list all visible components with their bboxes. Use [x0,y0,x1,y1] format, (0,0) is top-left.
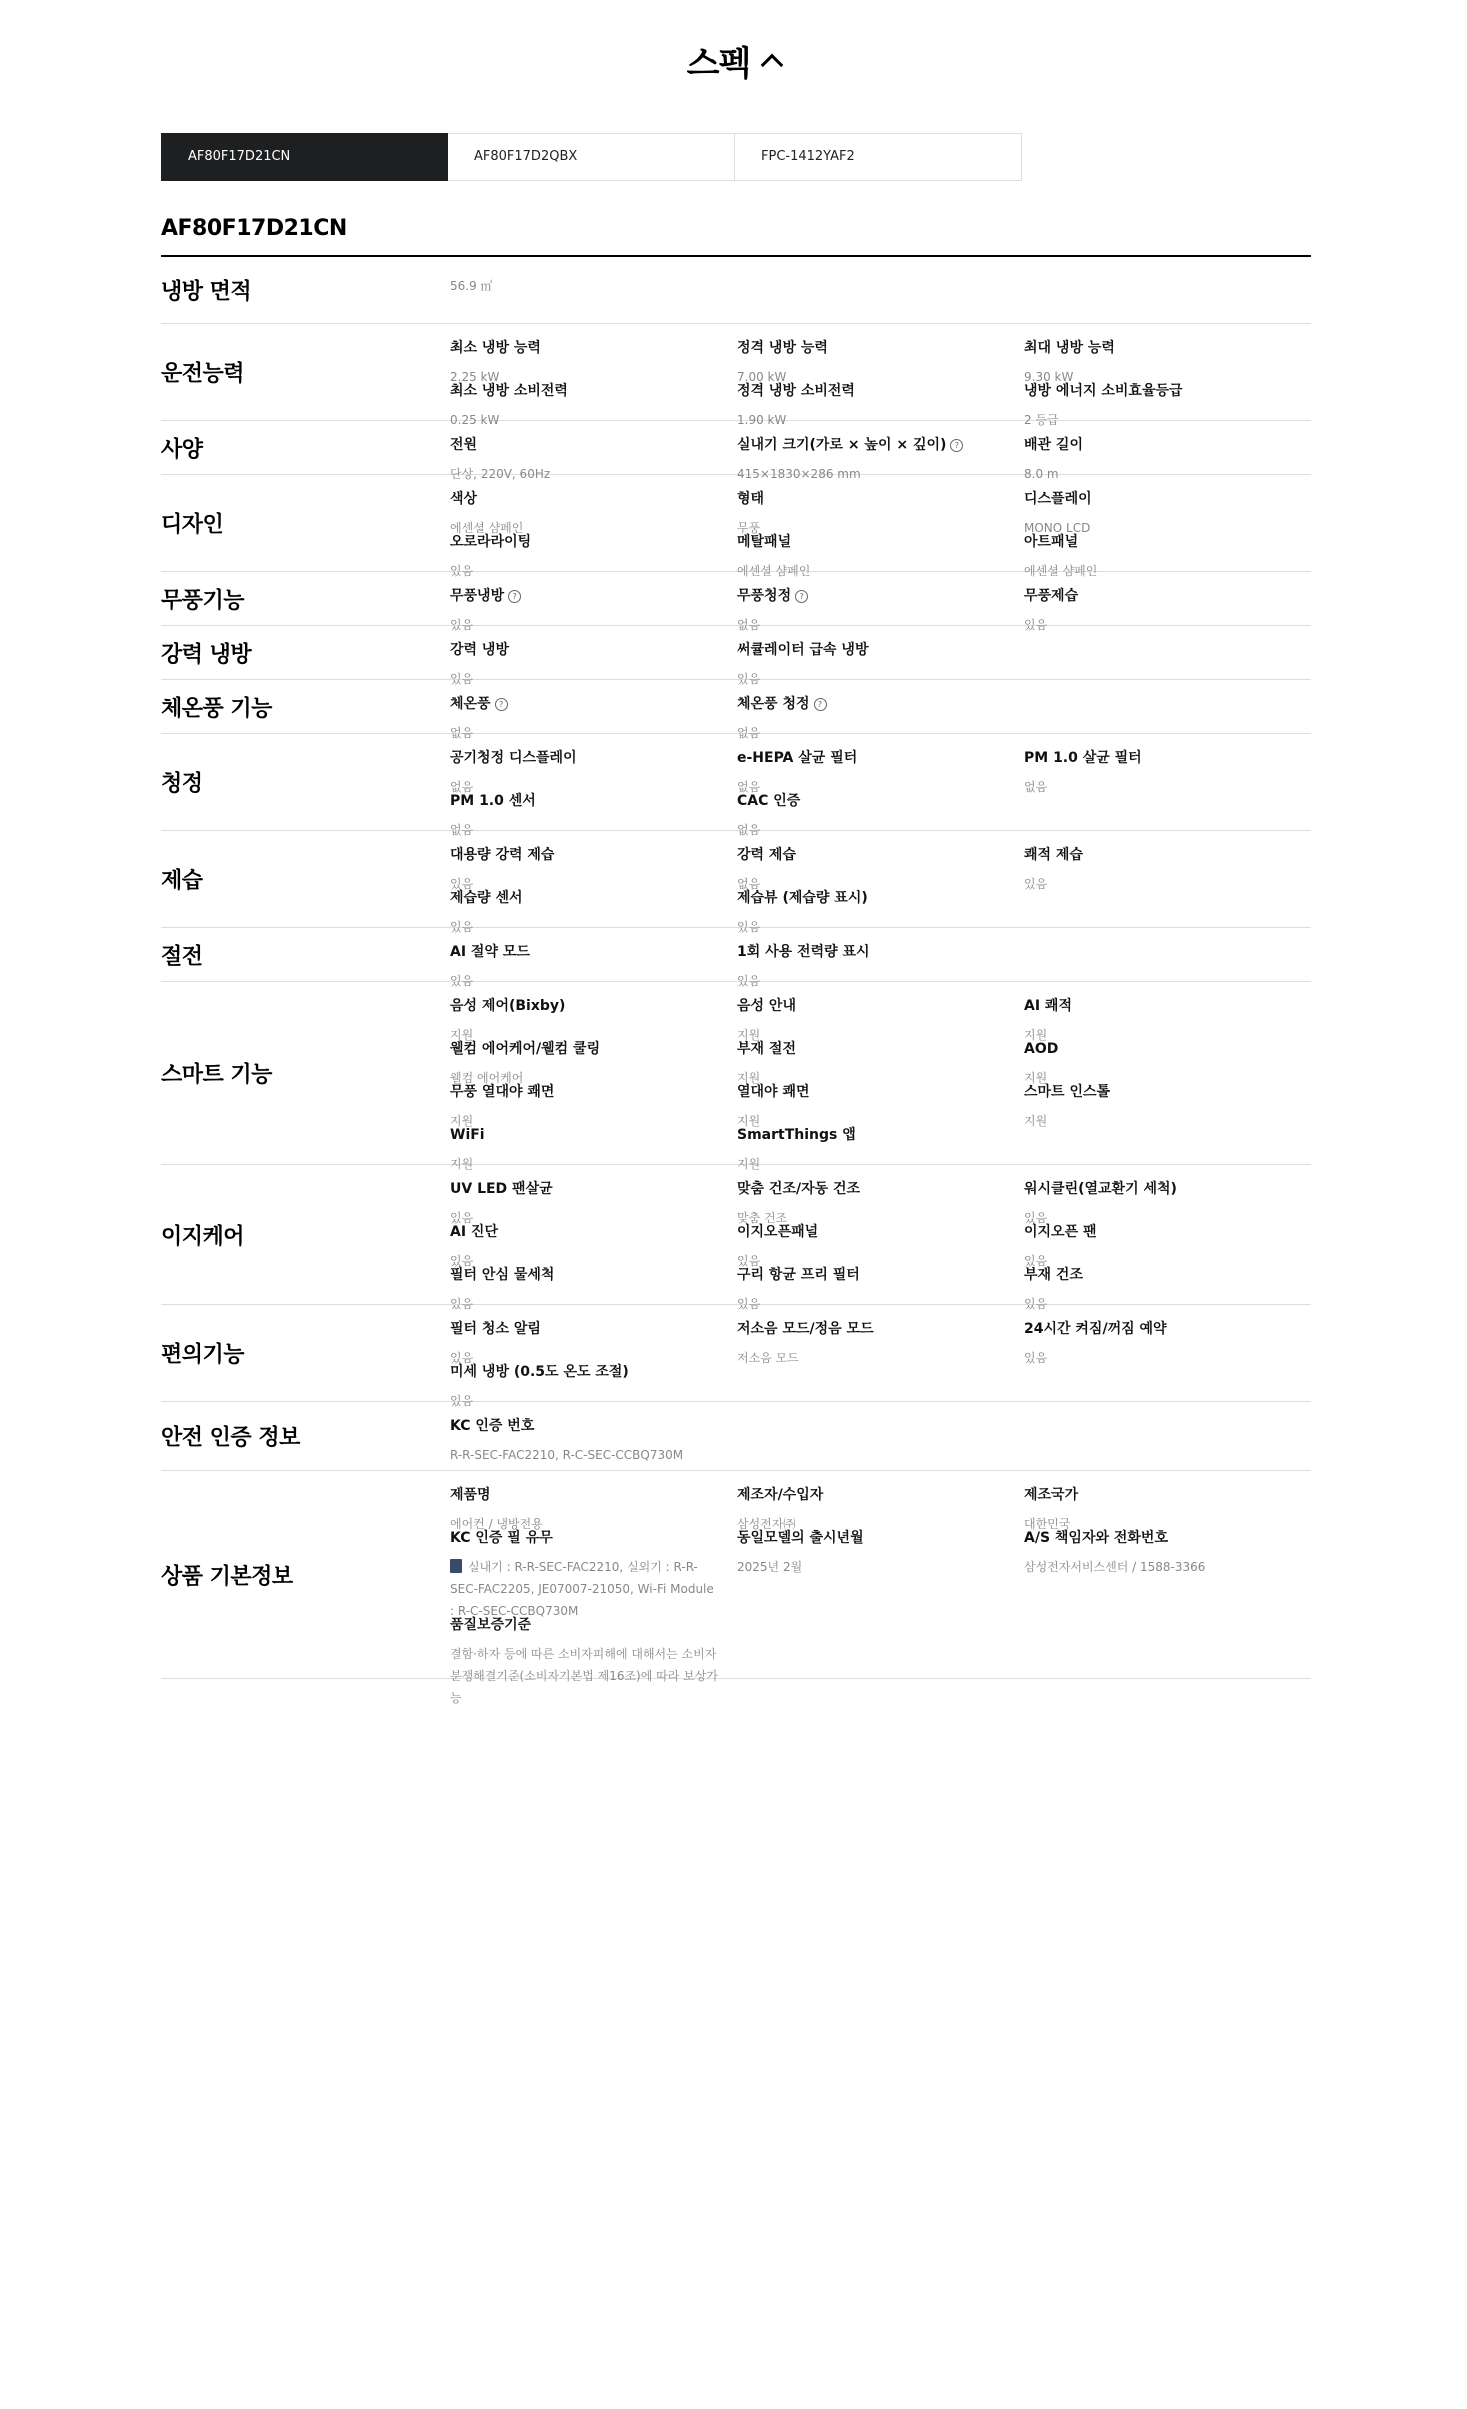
spec-section [161,257,1311,324]
spec-label-text: 워시클린(열교환기 세척) [1024,1181,1177,1197]
spec-label-text: 대용량 강력 제습 [450,847,555,863]
spec-value-text: 저소음 모드 [737,1351,799,1365]
spec-label-text: 열대야 쾌면 [737,1084,810,1100]
spec-label-text: 전원 [450,437,478,453]
spec-value-text: 에센셜 샴페인 [450,521,524,535]
spec-value-text: 에센셜 샴페인 [1024,564,1098,578]
spec-value-text: 지원 [450,1157,474,1171]
spec-item [1024,1528,1294,1578]
spec-label [1024,532,1294,552]
spec-label-text: WiFi [450,1127,485,1143]
spec-label [1024,1179,1294,1199]
section-title: 제습 [161,868,203,894]
spec-section [161,831,1311,934]
model-title: AF80F17D21CN [161,216,347,241]
spec-label [450,791,720,811]
spec-label [450,1362,720,1382]
spec-value-text: 있음 [1024,1297,1048,1311]
spec-label-text: AI 절약 모드 [450,944,530,960]
spec-value-text: 웰컴 에어케어 [450,1071,524,1085]
spec-section [161,928,1311,988]
spec-label-text: 강력 냉방 [450,642,509,658]
spec-value-text: 0.25 kW [450,413,500,427]
spec-value-text: 있음 [1024,1254,1048,1268]
spec-value-text: 없음 [737,823,761,837]
tab-model-1[interactable] [161,133,448,181]
spec-label [450,1416,720,1436]
section-title: 편의기능 [161,1342,245,1368]
spec-value-text: 415×1830×286 mm [737,467,861,481]
spec-label [1024,435,1294,455]
spec-label-text: 구리 항균 프리 필터 [737,1267,860,1283]
spec-value [450,1556,720,1622]
section-title: 안전 인증 정보 [161,1425,300,1451]
spec-label-text: AI 진단 [450,1224,498,1240]
spec-label-text: KC 인증 필 유무 [450,1530,553,1546]
spec-value [1024,1556,1294,1578]
spec-value-text: MONO LCD [1024,521,1091,535]
spec-label-text: 음성 제어(Bixby) [450,998,566,1014]
spec-label [450,694,720,714]
spec-label-text: A/S 책임자와 전화번호 [1024,1530,1168,1546]
spec-label-text: 부재 절전 [737,1041,796,1057]
spec-value-text: 삼성전자서비스센터 / 1588-3366 [1024,1560,1206,1574]
spec-label-text: AI 쾌적 [1024,998,1072,1014]
spec-value [737,1347,1007,1369]
section-title: 절전 [161,944,203,969]
spec-value-text: 없음 [737,780,761,794]
spec-value-text: 없음 [450,823,474,837]
spec-label [737,748,1007,768]
spec-value-text: 지원 [737,1071,761,1085]
spec-label [1024,1039,1294,1059]
help-icon[interactable]: ? [795,590,808,603]
spec-value-text: 지원 [1024,1071,1048,1085]
spec-label [450,1039,720,1059]
spec-value-text: 없음 [450,726,474,740]
spec-label-text: 체온풍 청정 [737,696,810,712]
spec-label [450,1485,720,1505]
spec-value-text: 있음 [450,564,474,578]
spec-label-text: 음성 안내 [737,998,796,1014]
spec-label-text: 무풍제습 [1024,588,1079,604]
spec-value-text: 지원 [1024,1114,1048,1128]
spec-section [161,572,1311,632]
help-icon[interactable]: ? [508,590,521,603]
spec-label [450,1222,720,1242]
spec-value-text: 실내기 : R-R-SEC-FAC2210, 실외기 : R-R-SEC-FAC2205, JE07007-21050, Wi-Fi Module : R-C-SEC-CCBQ730M [450,1560,714,1618]
spec-label-text: 쾌적 제습 [1024,847,1083,863]
spec-value-text: 있음 [1024,618,1048,632]
spec-value-text: 없음 [737,877,761,891]
spec-value-text: 있음 [1024,1351,1048,1365]
spec-section [161,626,1311,686]
spec-value [450,275,720,297]
spec-label-text: 실내기 크기(가로 × 높이 × 깊이) [737,437,947,453]
spec-value-text: 2025년 2월 [737,1560,803,1574]
spec-label [450,888,720,908]
spec-label-text: 무풍청정 [737,588,792,604]
section-title: 냉방 면적 [161,279,252,305]
spec-value-text: 없음 [737,618,761,632]
spec-section [161,982,1311,1171]
spec-item [1024,1319,1294,1369]
spec-label [737,1265,1007,1285]
spec-label [450,1082,720,1102]
spec-label [1024,1485,1294,1505]
spec-label-text: UV LED 팬살균 [450,1181,553,1197]
spec-section [161,1305,1311,1408]
spec-value [1024,1110,1294,1132]
spec-value-text: 무풍 [737,521,761,535]
tab-label: FPC-1412YAF2 [761,149,855,164]
spec-label [450,1125,720,1145]
spec-section [161,680,1311,740]
spec-value-text: 있음 [450,877,474,891]
spec-value-text: 9.30 kW [1024,370,1074,384]
spec-label-text: 24시간 켜짐/꺼짐 예약 [1024,1321,1167,1337]
spec-section [161,1402,1311,1471]
spec-value [450,1643,720,1709]
spec-value-text: 지원 [450,1114,474,1128]
spec-label-text: 품질보증기준 [450,1617,532,1633]
spec-value-text: 맞춤 건조 [737,1211,788,1225]
section-title: 청정 [161,771,203,797]
spec-value-text: 대한민국 [1024,1517,1071,1531]
spec-value-text: 7.00 kW [737,370,787,384]
section-title: 운전능력 [161,361,245,387]
spec-label-text: 1회 사용 전력량 표시 [737,944,870,960]
spec-section [161,324,1311,427]
spec-value-text: 에어컨 / 냉방전용 [450,1517,543,1531]
spec-label [737,586,1007,606]
spec-label-text: 색상 [450,491,478,507]
spec-label [450,1528,720,1548]
spec-label-text: SmartThings 앱 [737,1127,856,1143]
spec-label [1024,1265,1294,1285]
help-icon[interactable]: ? [495,698,508,711]
spec-label-text: 맞춤 건조/자동 건조 [737,1181,861,1197]
section-title: 무풍기능 [161,588,245,613]
spec-heading[interactable] [0,36,1467,85]
spec-value-text: 지원 [737,1028,761,1042]
spec-label [450,489,720,509]
spec-value-text: 있음 [450,974,474,988]
spec-label [450,845,720,865]
spec-label [737,338,1007,358]
spec-section [161,475,1311,578]
model-tabs [161,133,1022,181]
spec-label [1024,586,1294,606]
spec-label-text: 오로라라이팅 [450,534,532,550]
spec-label-text: 필터 안심 물세척 [450,1267,555,1283]
spec-label-text: 미세 냉방 (0.5도 온도 조절) [450,1364,629,1380]
spec-value-text: 없음 [1024,780,1048,794]
spec-label [1024,845,1294,865]
spec-label [737,1179,1007,1199]
spec-label [450,1265,720,1285]
spec-label [450,748,720,768]
spec-value-text: 있음 [450,1254,474,1268]
spec-label-text: PM 1.0 센서 [450,793,536,809]
spec-label [737,845,1007,865]
section-title: 이지케어 [161,1224,245,1249]
spec-label-text: 체온풍 [450,696,491,712]
spec-label [450,381,720,401]
spec-label [737,435,1007,455]
spec-label [1024,338,1294,358]
spec-value-text: 2.25 kW [450,370,500,384]
spec-label [1024,996,1294,1016]
spec-label [1024,489,1294,509]
spec-label-text: 공기청정 디스플레이 [450,750,577,766]
spec-label [450,435,720,455]
spec-label [450,1615,720,1635]
spec-label-text: 써큘레이터 급속 냉방 [737,642,869,658]
spec-label-text: 메탈패널 [737,534,792,550]
spec-value-text: 있음 [1024,1211,1048,1225]
spec-label-text: 제품명 [450,1487,491,1503]
section-title: 체온풍 기능 [161,696,272,721]
spec-item [450,1416,720,1466]
spec-label-text: 스마트 인스톨 [1024,1084,1111,1100]
spec-label-text: 무풍냉방 [450,588,505,604]
spec-value-text: 없음 [450,780,474,794]
spec-label [1024,1319,1294,1339]
spec-value-text: 지원 [1024,1028,1048,1042]
spec-label [450,1319,720,1339]
section-title: 강력 냉방 [161,642,252,667]
spec-label-text: 제조자/수입자 [737,1487,824,1503]
spec-item [1024,845,1294,895]
tab-model-3[interactable] [735,133,1022,181]
spec-label-text: 필터 청소 알림 [450,1321,541,1337]
spec-value-text: 있음 [737,974,761,988]
spec-label [737,1222,1007,1242]
spec-value-text: 있음 [450,618,474,632]
spec-value-text: 1.90 kW [737,413,787,427]
spec-value-text: 삼성전자㈜ [737,1517,796,1531]
spec-label [737,1082,1007,1102]
spec-value-text: 있음 [737,1254,761,1268]
spec-label-text: 저소음 모드/정음 모드 [737,1321,874,1337]
spec-value-text: 56.9 ㎡ [450,279,493,293]
section-title: 스마트 기능 [161,1062,272,1088]
help-icon[interactable]: ? [950,439,963,452]
spec-label [450,1179,720,1199]
spec-label-text: 강력 제습 [737,847,796,863]
spec-label [737,694,1007,714]
spec-label-text: 정격 냉방 소비전력 [737,383,855,399]
spec-label-text: 웰컴 에어케어/웰컴 쿨링 [450,1041,601,1057]
spec-label [450,942,720,962]
spec-label [737,640,1007,660]
spec-label [737,1039,1007,1059]
spec-value-text: 8.0 m [1024,467,1059,481]
spec-value-text: 결함·하자 등에 따른 소비자피해에 대해서는 소비자분쟁해결기준(소비자기본법 제16조)에 따라 보상가능 [450,1647,718,1705]
spec-label-text: AOD [1024,1041,1059,1057]
spec-value [1024,873,1294,895]
spec-label-text: PM 1.0 살균 필터 [1024,750,1142,766]
spec-value [1024,776,1294,798]
spec-label-text: 배관 길이 [1024,437,1083,453]
spec-value [450,1444,720,1466]
spec-value-text: 지원 [737,1114,761,1128]
spec-label-text: 제습뷰 (제습량 표시) [737,890,868,906]
spec-label-text: e-HEPA 살균 필터 [737,750,858,766]
spec-value-text: 있음 [450,1394,474,1408]
spec-item [450,1528,720,1622]
spec-value-text: 있음 [450,1351,474,1365]
spec-label-text: 부재 건조 [1024,1267,1083,1283]
spec-label-text: 제습량 센서 [450,890,523,906]
spec-sections [161,257,1311,1705]
spec-value-text: 있음 [1024,877,1048,891]
section-title: 디자인 [161,512,224,538]
spec-label-text: 최소 냉방 소비전력 [450,383,568,399]
spec-label [737,532,1007,552]
spec-item [1024,1082,1294,1132]
spec-label [1024,1082,1294,1102]
tab-label: AF80F17D2QBX [474,149,578,164]
spec-label [737,1528,1007,1548]
spec-label-text: 냉방 에너지 소비효율등급 [1024,383,1183,399]
spec-label-text: 이지오픈 팬 [1024,1224,1097,1240]
spec-label-text: 이지오픈패널 [737,1224,819,1240]
spec-value-text: 2 등급 [1024,413,1059,427]
spec-value-text: 지원 [737,1157,761,1171]
spec-value [737,1556,1007,1578]
spec-value-text: 없음 [737,726,761,740]
spec-label-text: CAC 인증 [737,793,801,809]
spec-value-text: 있음 [737,1297,761,1311]
spec-value-text: 단상, 220V, 60Hz [450,467,551,481]
spec-item [450,1615,720,1709]
spec-item [450,275,720,297]
spec-section [161,1165,1311,1311]
spec-item [737,1319,1007,1369]
spec-value-text: 있음 [450,1297,474,1311]
spec-label [737,996,1007,1016]
spec-label-text: 정격 냉방 능력 [737,340,828,356]
spec-label [1024,1528,1294,1548]
spec-value [1024,1347,1294,1369]
spec-label-text: 최대 냉방 능력 [1024,340,1115,356]
spec-label [737,942,1007,962]
help-icon[interactable]: ? [814,698,827,711]
spec-label [737,888,1007,908]
spec-label [1024,1222,1294,1242]
spec-label [737,1485,1007,1505]
spec-value-text: 에센셜 샴페인 [737,564,811,578]
spec-item [737,1528,1007,1578]
spec-label-text: KC 인증 번호 [450,1418,535,1434]
spec-label [1024,748,1294,768]
spec-label [450,338,720,358]
spec-label [450,586,720,606]
spec-value-text: 있음 [737,672,761,686]
chevron-up-icon[interactable] [761,54,784,77]
kc-mark-icon [450,1559,462,1573]
section-title: 상품 기본정보 [161,1564,293,1589]
spec-section [161,1471,1311,1705]
spec-value-text: 있음 [450,920,474,934]
spec-value-text: 지원 [450,1028,474,1042]
spec-label [737,1319,1007,1339]
spec-label-text: 최소 냉방 능력 [450,340,541,356]
spec-label [1024,381,1294,401]
spec-heading-label: 스펙 [686,44,751,84]
spec-label [737,791,1007,811]
spec-label [450,532,720,552]
spec-value-text: 있음 [450,672,474,686]
spec-label-text: 디스플레이 [1024,491,1092,507]
spec-item [1024,748,1294,798]
spec-label [450,996,720,1016]
spec-label-text: 무풍 열대야 쾌면 [450,1084,555,1100]
spec-label-text: 아트패널 [1024,534,1079,550]
tab-model-2[interactable] [448,133,735,181]
spec-value-text: 있음 [737,920,761,934]
spec-section [161,734,1311,837]
spec-label-text: 제조국가 [1024,1487,1079,1503]
spec-label [737,381,1007,401]
spec-section [161,421,1311,481]
spec-value-text: 있음 [450,1211,474,1225]
spec-value-text: R-R-SEC-FAC2210, R-C-SEC-CCBQ730M [450,1448,684,1462]
section-title: 사양 [161,437,203,462]
spec-label [450,640,720,660]
spec-label [737,1125,1007,1145]
spec-label [737,489,1007,509]
spec-label-text: 동일모델의 출시년월 [737,1530,864,1546]
spec-label-text: 형태 [737,491,765,507]
tab-label: AF80F17D21CN [188,149,291,164]
